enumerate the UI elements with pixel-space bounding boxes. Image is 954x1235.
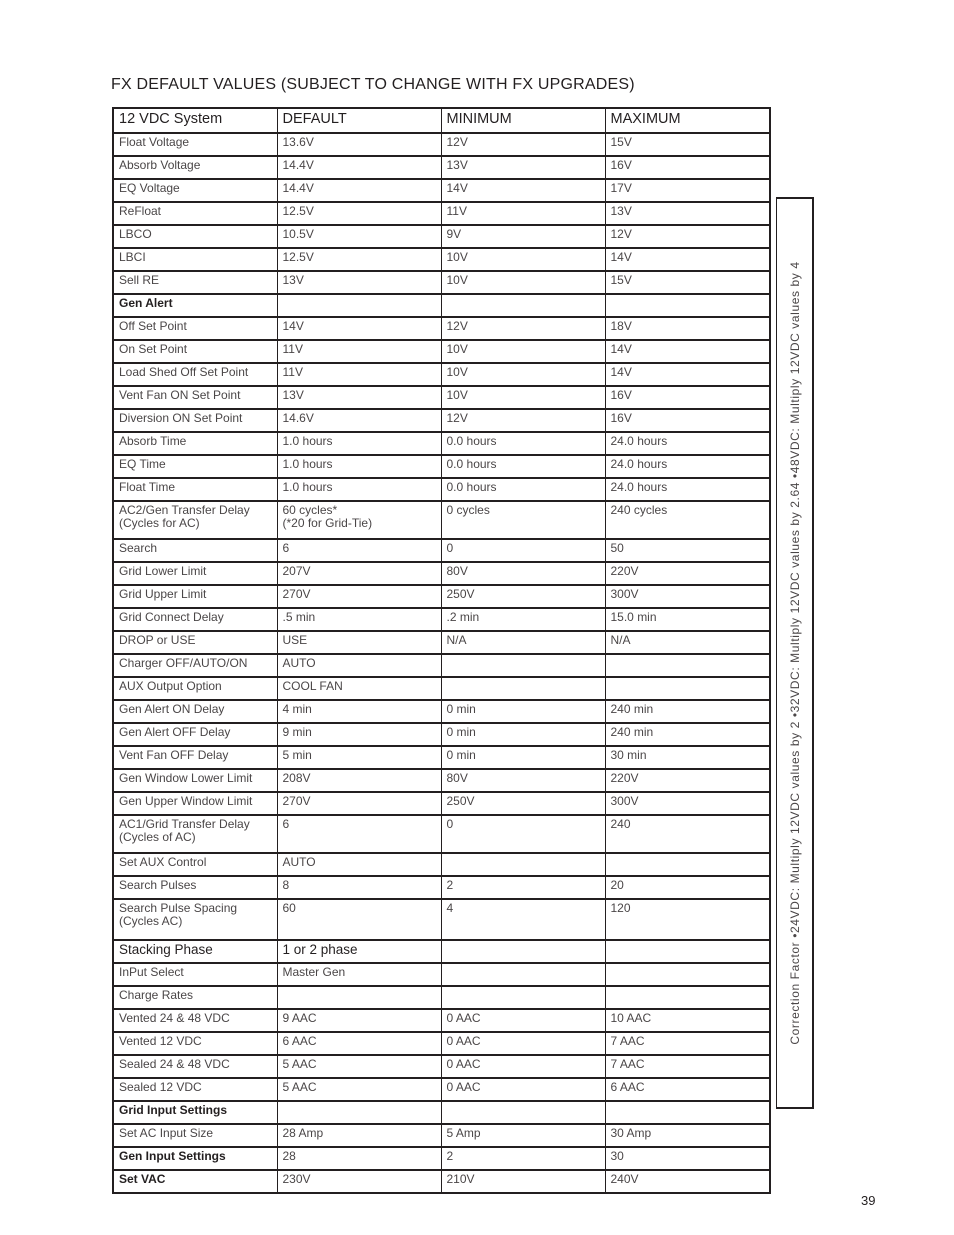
cell-default: 12.5V	[277, 248, 441, 271]
cell-minimum: 0 cycles	[441, 501, 605, 539]
table-row	[113, 1124, 770, 1147]
cell-default: 270V	[277, 585, 441, 608]
table-row	[113, 340, 770, 363]
cell-maximum	[605, 940, 770, 963]
cell-minimum: 80V	[441, 769, 605, 792]
table-row	[113, 1170, 770, 1193]
cell-setting: Set AUX Control	[113, 853, 277, 876]
cell-setting: Grid Upper Limit	[113, 585, 277, 608]
cell-minimum: 250V	[441, 792, 605, 815]
table-row	[113, 815, 770, 853]
cell-default: Master Gen	[277, 963, 441, 986]
cell-maximum: 16V	[605, 386, 770, 409]
cell-setting: Float Voltage	[113, 133, 277, 156]
cell-maximum: 24.0 hours	[605, 455, 770, 478]
cell-default: 60 cycles* (*20 for Grid-Tie)	[277, 501, 441, 539]
cell-minimum: 0 AAC	[441, 1032, 605, 1055]
cell-minimum: 0.0 hours	[441, 455, 605, 478]
cell-minimum: 12V	[441, 409, 605, 432]
table-header-row	[113, 108, 770, 133]
cell-setting: Vent Fan ON Set Point	[113, 386, 277, 409]
cell-setting: Gen Input Settings	[113, 1147, 277, 1170]
cell-minimum: 210V	[441, 1170, 605, 1193]
cell-maximum: 30 min	[605, 746, 770, 769]
cell-maximum: 240 cycles	[605, 501, 770, 539]
cell-maximum: 14V	[605, 248, 770, 271]
cell-minimum: 80V	[441, 562, 605, 585]
cell-maximum: 240V	[605, 1170, 770, 1193]
cell-maximum: 14V	[605, 363, 770, 386]
cell-setting: Gen Alert	[113, 294, 277, 317]
cell-minimum: 10V	[441, 340, 605, 363]
cell-minimum: .2 min	[441, 608, 605, 631]
cell-maximum: 14V	[605, 340, 770, 363]
table-row	[113, 1101, 770, 1124]
cell-maximum: 300V	[605, 585, 770, 608]
table-row	[113, 723, 770, 746]
cell-default: 60	[277, 899, 441, 940]
header-maximum: MAXIMUM	[605, 108, 770, 133]
cell-setting: Sealed 24 & 48 VDC	[113, 1055, 277, 1078]
cell-default: 28 Amp	[277, 1124, 441, 1147]
cell-default: 5 min	[277, 746, 441, 769]
cell-setting: DROP or USE	[113, 631, 277, 654]
cell-setting: Off Set Point	[113, 317, 277, 340]
cell-setting: Vented 24 & 48 VDC	[113, 1009, 277, 1032]
page-title: FX DEFAULT VALUES (SUBJECT TO CHANGE WITH FX UPGRADES)	[111, 76, 635, 93]
cell-default: 207V	[277, 562, 441, 585]
table-row	[113, 317, 770, 340]
cell-minimum: 0 AAC	[441, 1055, 605, 1078]
cell-maximum	[605, 294, 770, 317]
cell-minimum: 10V	[441, 386, 605, 409]
cell-minimum: 10V	[441, 271, 605, 294]
cell-maximum: 120	[605, 899, 770, 940]
cell-maximum: 20	[605, 876, 770, 899]
cell-default: 11V	[277, 340, 441, 363]
table-row	[113, 899, 770, 940]
cell-minimum: 10V	[441, 248, 605, 271]
cell-default: 10.5V	[277, 225, 441, 248]
table-row	[113, 386, 770, 409]
cell-maximum: 15V	[605, 271, 770, 294]
cell-minimum: 13V	[441, 156, 605, 179]
table-row	[113, 700, 770, 723]
table-row	[113, 1055, 770, 1078]
cell-default: 6	[277, 815, 441, 853]
table-row	[113, 271, 770, 294]
cell-default: 12.5V	[277, 202, 441, 225]
cell-minimum: 12V	[441, 317, 605, 340]
cell-minimum	[441, 677, 605, 700]
cell-maximum: 240 min	[605, 723, 770, 746]
cell-maximum	[605, 654, 770, 677]
table-row	[113, 294, 770, 317]
cell-minimum: 9V	[441, 225, 605, 248]
cell-setting: Gen Window Lower Limit	[113, 769, 277, 792]
table-row	[113, 853, 770, 876]
cell-default: 8	[277, 876, 441, 899]
cell-maximum: 30	[605, 1147, 770, 1170]
cell-maximum: 30 Amp	[605, 1124, 770, 1147]
cell-minimum: 2	[441, 1147, 605, 1170]
cell-maximum: 24.0 hours	[605, 478, 770, 501]
cell-setting: AC1/Grid Transfer Delay (Cycles of AC)	[113, 815, 277, 853]
table-row	[113, 455, 770, 478]
cell-default: 1 or 2 phase	[277, 940, 441, 963]
cell-setting: Diversion ON Set Point	[113, 409, 277, 432]
cell-setting: AUX Output Option	[113, 677, 277, 700]
cell-setting: Vent Fan OFF Delay	[113, 746, 277, 769]
cell-maximum	[605, 963, 770, 986]
cell-maximum: 12V	[605, 225, 770, 248]
table-row	[113, 539, 770, 562]
cell-maximum: 240 min	[605, 700, 770, 723]
cell-default: 13V	[277, 271, 441, 294]
cell-maximum: 16V	[605, 409, 770, 432]
cell-setting: Absorb Time	[113, 432, 277, 455]
cell-setting: Charger OFF/AUTO/ON	[113, 654, 277, 677]
cell-minimum: 10V	[441, 363, 605, 386]
cell-setting: Float Time	[113, 478, 277, 501]
cell-maximum: 24.0 hours	[605, 432, 770, 455]
cell-minimum	[441, 1101, 605, 1124]
cell-maximum: 15.0 min	[605, 608, 770, 631]
cell-minimum	[441, 654, 605, 677]
cell-setting: Vented 12 VDC	[113, 1032, 277, 1055]
cell-setting: Stacking Phase	[113, 940, 277, 963]
cell-default: 1.0 hours	[277, 432, 441, 455]
cell-minimum: 14V	[441, 179, 605, 202]
cell-maximum: 6 AAC	[605, 1078, 770, 1101]
cell-minimum: 0 min	[441, 723, 605, 746]
cell-default: 11V	[277, 363, 441, 386]
cell-setting: Grid Input Settings	[113, 1101, 277, 1124]
table-row	[113, 769, 770, 792]
cell-minimum	[441, 294, 605, 317]
cell-minimum: 0.0 hours	[441, 478, 605, 501]
cell-default: 6 AAC	[277, 1032, 441, 1055]
cell-maximum: 16V	[605, 156, 770, 179]
table-body	[113, 133, 770, 1193]
table-row	[113, 585, 770, 608]
table-row	[113, 940, 770, 963]
page-number: 39	[861, 1193, 876, 1208]
cell-maximum: 240	[605, 815, 770, 853]
table-row	[113, 1078, 770, 1101]
table-row	[113, 746, 770, 769]
cell-setting: Search Pulse Spacing (Cycles AC)	[113, 899, 277, 940]
cell-maximum: 17V	[605, 179, 770, 202]
table-row	[113, 792, 770, 815]
table-row	[113, 156, 770, 179]
cell-minimum: 11V	[441, 202, 605, 225]
cell-default: 14.4V	[277, 179, 441, 202]
cell-default: 9 min	[277, 723, 441, 746]
cell-setting: Load Shed Off Set Point	[113, 363, 277, 386]
cell-setting: Search	[113, 539, 277, 562]
table-row	[113, 654, 770, 677]
cell-default	[277, 294, 441, 317]
cell-default: 14.4V	[277, 156, 441, 179]
cell-minimum: 0	[441, 815, 605, 853]
cell-maximum: 10 AAC	[605, 1009, 770, 1032]
cell-setting: Grid Connect Delay	[113, 608, 277, 631]
cell-setting: Sell RE	[113, 271, 277, 294]
cell-setting: ReFloat	[113, 202, 277, 225]
cell-maximum: N/A	[605, 631, 770, 654]
table-row	[113, 179, 770, 202]
cell-default: USE	[277, 631, 441, 654]
cell-setting: LBCO	[113, 225, 277, 248]
table-row	[113, 1032, 770, 1055]
cell-setting: InPut Select	[113, 963, 277, 986]
cell-maximum	[605, 986, 770, 1009]
cell-setting: LBCI	[113, 248, 277, 271]
cell-maximum	[605, 677, 770, 700]
cell-default	[277, 986, 441, 1009]
cell-default: 230V	[277, 1170, 441, 1193]
header-system: 12 VDC System	[113, 108, 277, 133]
cell-minimum: 0.0 hours	[441, 432, 605, 455]
cell-minimum: 4	[441, 899, 605, 940]
header-default: DEFAULT	[277, 108, 441, 133]
fx-default-values-table	[112, 107, 771, 1194]
cell-default: 1.0 hours	[277, 478, 441, 501]
table-row	[113, 562, 770, 585]
cell-default: 270V	[277, 792, 441, 815]
cell-default: 9 AAC	[277, 1009, 441, 1032]
cell-maximum	[605, 853, 770, 876]
header-minimum: MINIMUM	[441, 108, 605, 133]
cell-default: 14.6V	[277, 409, 441, 432]
cell-minimum: 12V	[441, 133, 605, 156]
cell-minimum: N/A	[441, 631, 605, 654]
cell-setting: Absorb Voltage	[113, 156, 277, 179]
cell-minimum: 0 min	[441, 700, 605, 723]
cell-default: 13.6V	[277, 133, 441, 156]
table-row	[113, 1009, 770, 1032]
cell-maximum: 50	[605, 539, 770, 562]
cell-setting: Grid Lower Limit	[113, 562, 277, 585]
cell-setting: AC2/Gen Transfer Delay (Cycles for AC)	[113, 501, 277, 539]
table-row	[113, 133, 770, 156]
cell-maximum: 18V	[605, 317, 770, 340]
table-row	[113, 202, 770, 225]
cell-minimum	[441, 963, 605, 986]
cell-setting: Sealed 12 VDC	[113, 1078, 277, 1101]
cell-setting: Charge Rates	[113, 986, 277, 1009]
cell-default: 5 AAC	[277, 1055, 441, 1078]
table-row	[113, 409, 770, 432]
cell-default: COOL FAN	[277, 677, 441, 700]
table-row	[113, 631, 770, 654]
cell-default: 28	[277, 1147, 441, 1170]
cell-setting: On Set Point	[113, 340, 277, 363]
cell-default: 14V	[277, 317, 441, 340]
table-row	[113, 608, 770, 631]
cell-default: 4 min	[277, 700, 441, 723]
cell-minimum: 0 AAC	[441, 1078, 605, 1101]
table-row	[113, 225, 770, 248]
cell-maximum: 7 AAC	[605, 1055, 770, 1078]
cell-maximum: 300V	[605, 792, 770, 815]
cell-default: 1.0 hours	[277, 455, 441, 478]
cell-minimum: 0	[441, 539, 605, 562]
cell-default: AUTO	[277, 654, 441, 677]
cell-maximum: 15V	[605, 133, 770, 156]
table-row	[113, 478, 770, 501]
cell-maximum: 220V	[605, 769, 770, 792]
table-row	[113, 432, 770, 455]
cell-default: .5 min	[277, 608, 441, 631]
cell-default: 208V	[277, 769, 441, 792]
table-row	[113, 363, 770, 386]
table-row	[113, 1147, 770, 1170]
cell-setting: Gen Alert OFF Delay	[113, 723, 277, 746]
cell-default: AUTO	[277, 853, 441, 876]
cell-maximum	[605, 1101, 770, 1124]
cell-setting: Set VAC	[113, 1170, 277, 1193]
table-row	[113, 963, 770, 986]
cell-setting: Gen Alert ON Delay	[113, 700, 277, 723]
cell-minimum: 0 min	[441, 746, 605, 769]
cell-maximum: 13V	[605, 202, 770, 225]
cell-minimum: 250V	[441, 585, 605, 608]
cell-setting: EQ Time	[113, 455, 277, 478]
table-row	[113, 986, 770, 1009]
cell-default: 6	[277, 539, 441, 562]
cell-minimum: 2	[441, 876, 605, 899]
cell-default: 13V	[277, 386, 441, 409]
cell-minimum	[441, 986, 605, 1009]
cell-default: 5 AAC	[277, 1078, 441, 1101]
cell-default	[277, 1101, 441, 1124]
cell-minimum: 0 AAC	[441, 1009, 605, 1032]
table-row	[113, 876, 770, 899]
table-row	[113, 248, 770, 271]
correction-factor-note: Correction Factor •24VDC: Multiply 12VDC values by 2 •32VDC: Multiply 12VDC values by 2.64 •48VDC: Multiply 12VDC values by 4	[787, 261, 802, 1045]
table-row	[113, 677, 770, 700]
cell-setting: EQ Voltage	[113, 179, 277, 202]
cell-maximum: 7 AAC	[605, 1032, 770, 1055]
cell-minimum: 5 Amp	[441, 1124, 605, 1147]
cell-setting: Search Pulses	[113, 876, 277, 899]
cell-minimum	[441, 940, 605, 963]
cell-setting: Gen Upper Window Limit	[113, 792, 277, 815]
cell-minimum	[441, 853, 605, 876]
correction-factor-box	[776, 197, 814, 1109]
table-row	[113, 501, 770, 539]
cell-setting: Set AC Input Size	[113, 1124, 277, 1147]
cell-maximum: 220V	[605, 562, 770, 585]
